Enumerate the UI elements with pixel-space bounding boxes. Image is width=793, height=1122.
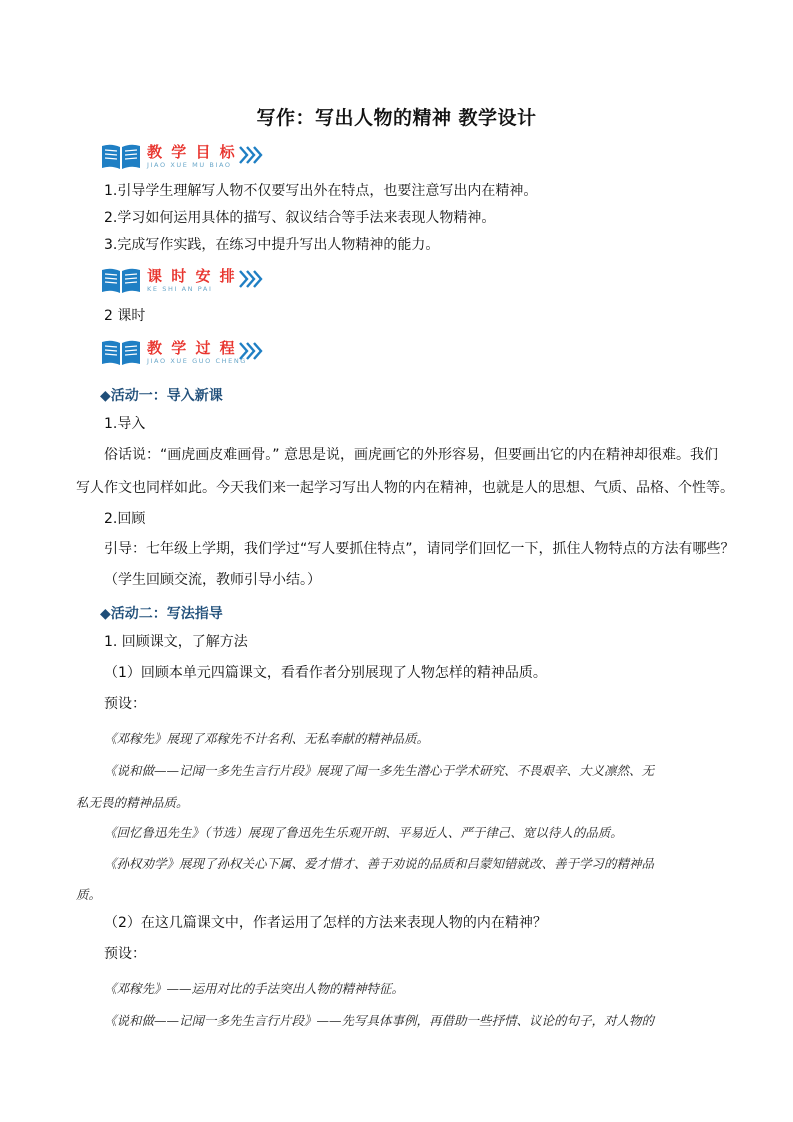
triple-chevron-icon xyxy=(238,341,264,361)
section-header-goals xyxy=(100,141,280,175)
goal-item: 1.引导学生理解写人物不仅要写出外在特点，也要注意写出内在精神。 xyxy=(104,183,538,199)
paragraph-line: 《说和做——记闻一多先生言行片段》展现了闻一多先生潜心于学术研究、不畏艰辛、大义凛然、无 xyxy=(104,763,655,778)
goal-item: 3.完成写作实践，在练习中提升写出人物精神的能力。 xyxy=(104,237,440,253)
paragraph-line: 引导：七年级上学期，我们学过“写人要抓住特点”，请同学们回忆一下，抓住人物特点的方法有哪些？ xyxy=(104,541,735,557)
paragraph-line: 《孙权劝学》展现了孙权关心下属、爱才惜才、善于劝说的品质和吕蒙知错就改、善于学习的精神品 xyxy=(104,856,655,871)
section-header-schedule xyxy=(100,265,280,299)
page-title: 写作：写出人物的精神 教学设计 xyxy=(256,107,537,129)
paragraph-line: 预设： xyxy=(104,696,146,712)
activity-heading xyxy=(100,603,223,623)
activity-title: 活动二：写法指导 xyxy=(110,606,223,622)
section-pinyin: JIAO XUE MU BIAO xyxy=(147,161,232,169)
diamond-bullet-icon: ◆ xyxy=(100,388,111,404)
open-book-icon xyxy=(100,339,142,367)
section-header-process xyxy=(100,337,280,371)
paragraph-line: （2）在这几篇课文中，作者运用了怎样的方法来表现人物的内在精神？ xyxy=(104,915,547,931)
diamond-bullet-icon: ◆ xyxy=(100,606,111,622)
section-pinyin: JIAO XUE GUO CHENG xyxy=(147,357,247,365)
section-title: 教 学 过 程 xyxy=(147,339,237,357)
paragraph-line: 《邓稼先》展现了邓稼先不计名利、无私奉献的精神品质。 xyxy=(104,731,430,746)
paragraph-line: 《邓稼先》——运用对比的手法突出人物的精神特征。 xyxy=(104,981,405,996)
activity-heading xyxy=(100,385,223,405)
open-book-icon xyxy=(100,143,142,171)
step-label: 1.导入 xyxy=(104,416,146,432)
paragraph-line: 私无畏的精神品质。 xyxy=(76,795,189,810)
section-title: 课 时 安 排 xyxy=(147,267,237,285)
open-book-icon xyxy=(100,267,142,295)
paragraph-line: （学生回顾交流，教师引导小结。） xyxy=(104,572,321,588)
triple-chevron-icon xyxy=(238,145,264,165)
schedule-text: 2 课时 xyxy=(104,308,146,324)
paragraph-line: 俗话说：“画虎画皮难画骨。” 意思是说，画虎画它的外形容易，但要画出它的内在精神却很难。我们 xyxy=(104,447,718,463)
section-title: 教 学 目 标 xyxy=(147,143,237,161)
section-pinyin: KE SHI AN PAI xyxy=(147,285,213,293)
triple-chevron-icon xyxy=(238,269,264,289)
activity-title: 活动一：导入新课 xyxy=(110,388,223,404)
paragraph-line: 写人作文也同样如此。今天我们来一起学习写出人物的内在精神，也就是人的思想、气质、品格、个性等。 xyxy=(76,480,734,496)
paragraph-line: 《回忆鲁迅先生》（节选）展现了鲁迅先生乐观开朗、平易近人、严于律己、宽以待人的品质。 xyxy=(104,825,623,840)
step-label: 1. 回顾课文，了解方法 xyxy=(104,634,248,650)
paragraph-line: （1）回顾本单元四篇课文，看看作者分别展现了人物怎样的精神品质。 xyxy=(104,665,547,681)
paragraph-line: 质。 xyxy=(76,887,102,902)
paragraph-line: 《说和做——记闻一多先生言行片段》——先写具体事例，再借助一些抒情、议论的句子，对人物的 xyxy=(104,1013,655,1028)
goal-item: 2.学习如何运用具体的描写、叙议结合等手法来表现人物精神。 xyxy=(104,210,496,226)
step-label: 2.回顾 xyxy=(104,511,146,527)
paragraph-line: 预设： xyxy=(104,946,146,962)
